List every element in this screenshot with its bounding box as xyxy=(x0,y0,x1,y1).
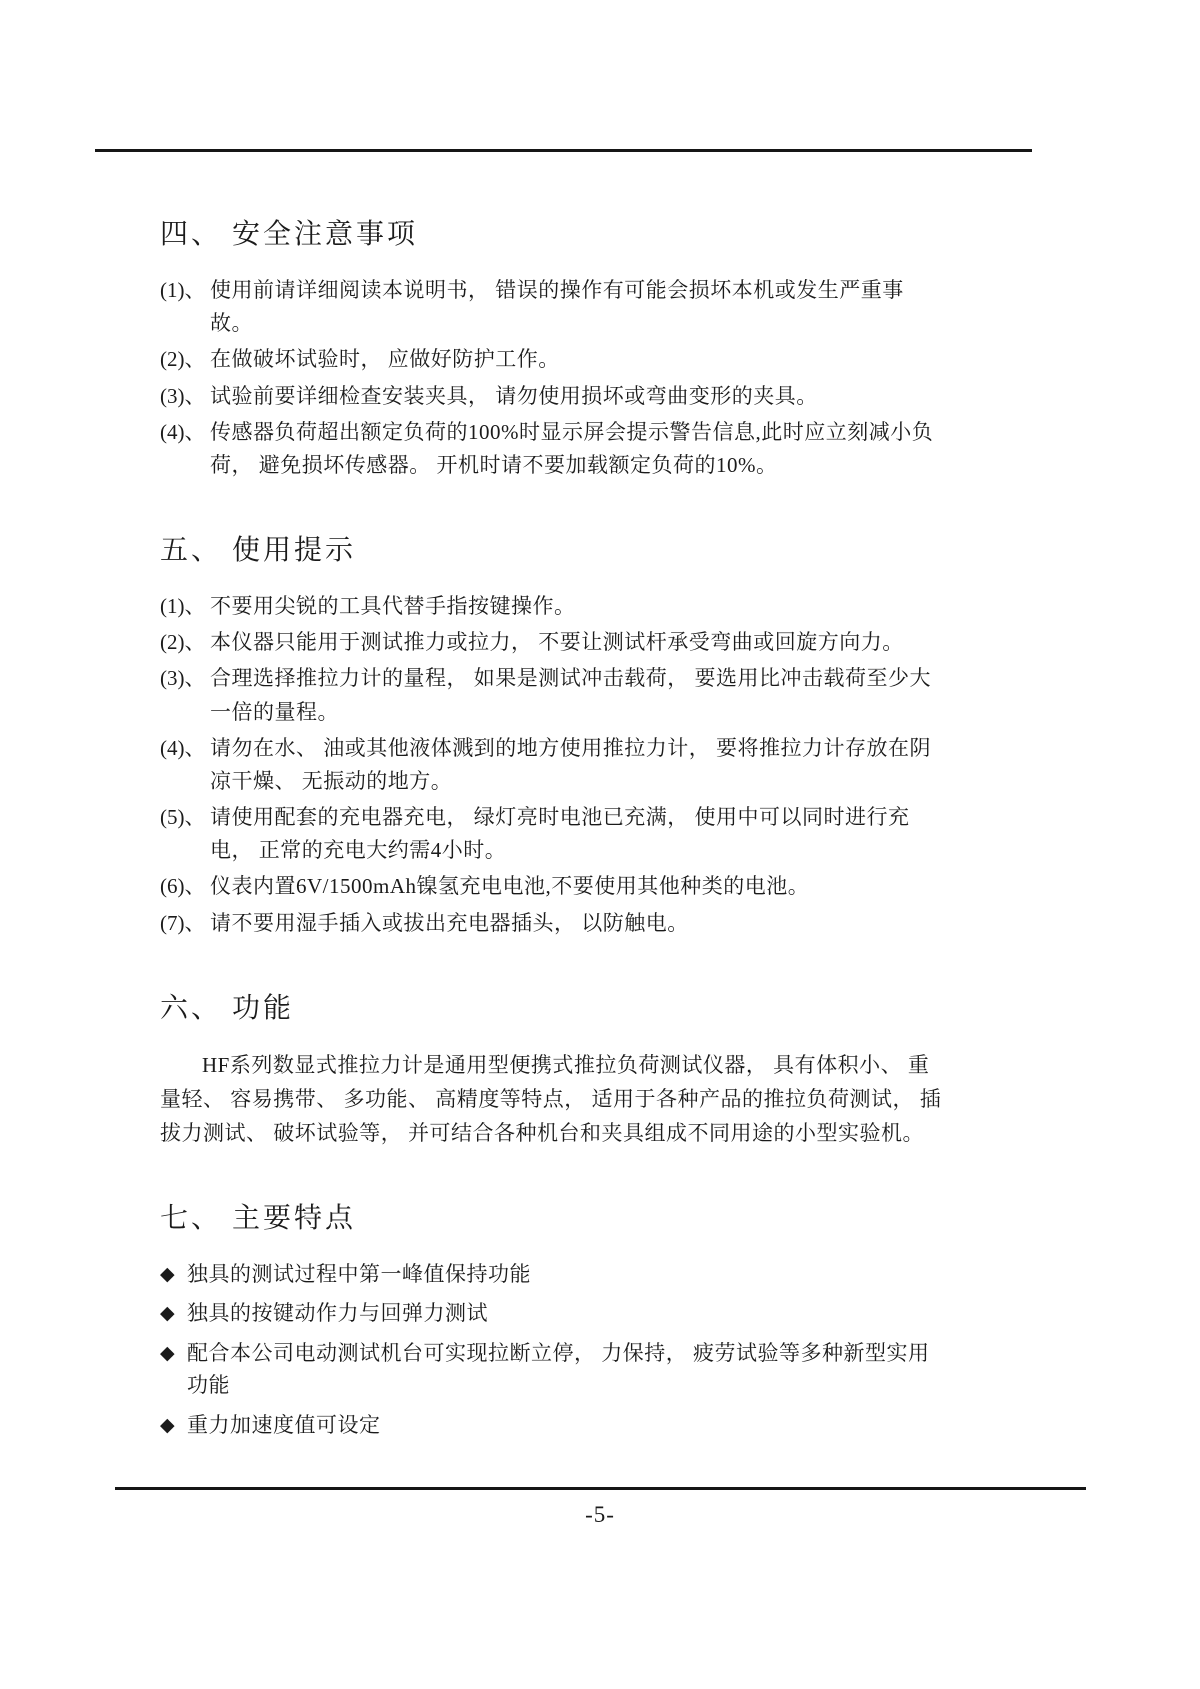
feature-text: 独具的测试过程中第一峰值保持功能 xyxy=(187,1261,531,1286)
item-number: (5)、 xyxy=(160,805,206,830)
diamond-bullet-icon: ◆ xyxy=(160,1414,175,1436)
section-heading-functions: 六、 功能 xyxy=(160,992,295,1024)
page-number: -5- xyxy=(585,1502,615,1527)
section-main-features xyxy=(160,1196,942,1442)
diamond-bullet-icon: ◆ xyxy=(160,1263,175,1285)
page-content xyxy=(160,212,942,1449)
bottom-divider xyxy=(115,1487,1086,1490)
list-item xyxy=(160,274,942,340)
list-item xyxy=(160,343,942,376)
top-divider xyxy=(95,149,1032,152)
section-safety-notes xyxy=(160,212,942,482)
feature-text: 配合本公司电动测试机台可实现拉断立停， 力保持， 疲劳试验等多种新型实用功能 xyxy=(187,1340,930,1398)
list-item xyxy=(160,416,942,482)
list-item xyxy=(160,801,942,867)
item-text: 在做破坏试验时， 应做好防护工作。 xyxy=(210,347,560,372)
item-number: (4)、 xyxy=(160,735,206,760)
item-text: 本仪器只能用于测试推力或拉力， 不要让测试杆承受弯曲或回旋方向力。 xyxy=(210,630,904,655)
section-functions xyxy=(160,986,942,1150)
list-item xyxy=(160,870,942,903)
item-number: (2)、 xyxy=(160,630,206,655)
feature-text: 独具的按键动作力与回弹力测试 xyxy=(187,1301,488,1326)
item-number: (7)、 xyxy=(160,910,206,935)
diamond-bullet-icon: ◆ xyxy=(160,1303,175,1325)
item-text: 使用前请详细阅读本说明书， 错误的操作有可能会损坏本机或发生严重事故。 xyxy=(210,278,904,336)
item-text: 试验前要详细检查安装夹具， 请勿使用损坏或弯曲变形的夹具。 xyxy=(210,383,818,408)
item-number: (6)、 xyxy=(160,874,206,899)
item-number: (3)、 xyxy=(160,383,206,408)
feature-item xyxy=(160,1337,942,1402)
section-heading-safety: 四、 安全注意事项 xyxy=(160,219,419,250)
item-text: 请勿在水、 油或其他液体溅到的地方使用推拉力计， 要将推拉力计存放在阴凉干燥、 无振动的地方。 xyxy=(210,735,931,793)
item-number: (3)、 xyxy=(160,666,206,691)
section-heading-features: 七、 主要特点 xyxy=(160,1202,357,1234)
feature-item xyxy=(160,1297,942,1330)
list-item xyxy=(160,626,942,659)
item-number: (1)、 xyxy=(160,278,206,302)
item-text: 传感器负荷超出额定负荷的100%时显示屏会提示警告信息,此时应立刻减小负荷， 避免损坏传感器。 开机时请不要加载额定负荷的10%。 xyxy=(210,419,934,477)
item-text: 请不要用湿手插入或拔出充电器插头， 以防触电。 xyxy=(210,910,689,935)
item-text: 仪表内置6V/1500mAh镍氢充电电池,不要使用其他种类的电池。 xyxy=(210,874,810,899)
list-item xyxy=(160,732,942,798)
list-item xyxy=(160,662,942,728)
list-item xyxy=(160,590,942,623)
item-number: (4)、 xyxy=(160,419,206,444)
item-number: (2)、 xyxy=(160,347,206,372)
feature-text: 重力加速度值可设定 xyxy=(187,1412,381,1437)
functions-paragraph: HF系列数显式推拉力计是通用型便携式推拉负荷测试仪器， 具有体积小、 重量轻、 容易携带、 多功能、 高精度等特点， 适用于各种产品的推拉负荷测试， 插拔力测试、 破坏试验等， 并可结合各种机台和夹具组成不同用途的小型实验机。 xyxy=(160,1052,942,1145)
section-usage-tips xyxy=(160,528,942,940)
feature-item xyxy=(160,1258,942,1291)
item-text: 请使用配套的充电器充电， 绿灯亮时电池已充满， 使用中可以同时进行充电， 正常的充电大约需4小时。 xyxy=(210,805,910,863)
item-number: (1)、 xyxy=(160,594,206,619)
list-item xyxy=(160,907,942,940)
list-item xyxy=(160,380,942,413)
section-heading-usage: 五、 使用提示 xyxy=(160,535,357,567)
diamond-bullet-icon: ◆ xyxy=(160,1342,175,1364)
item-text: 合理选择推拉力计的量程， 如果是测试冲击载荷， 要选用比冲击载荷至少大一倍的量程。 xyxy=(210,666,931,724)
feature-item xyxy=(160,1409,942,1442)
item-text: 不要用尖锐的工具代替手指按键操作。 xyxy=(210,594,576,619)
